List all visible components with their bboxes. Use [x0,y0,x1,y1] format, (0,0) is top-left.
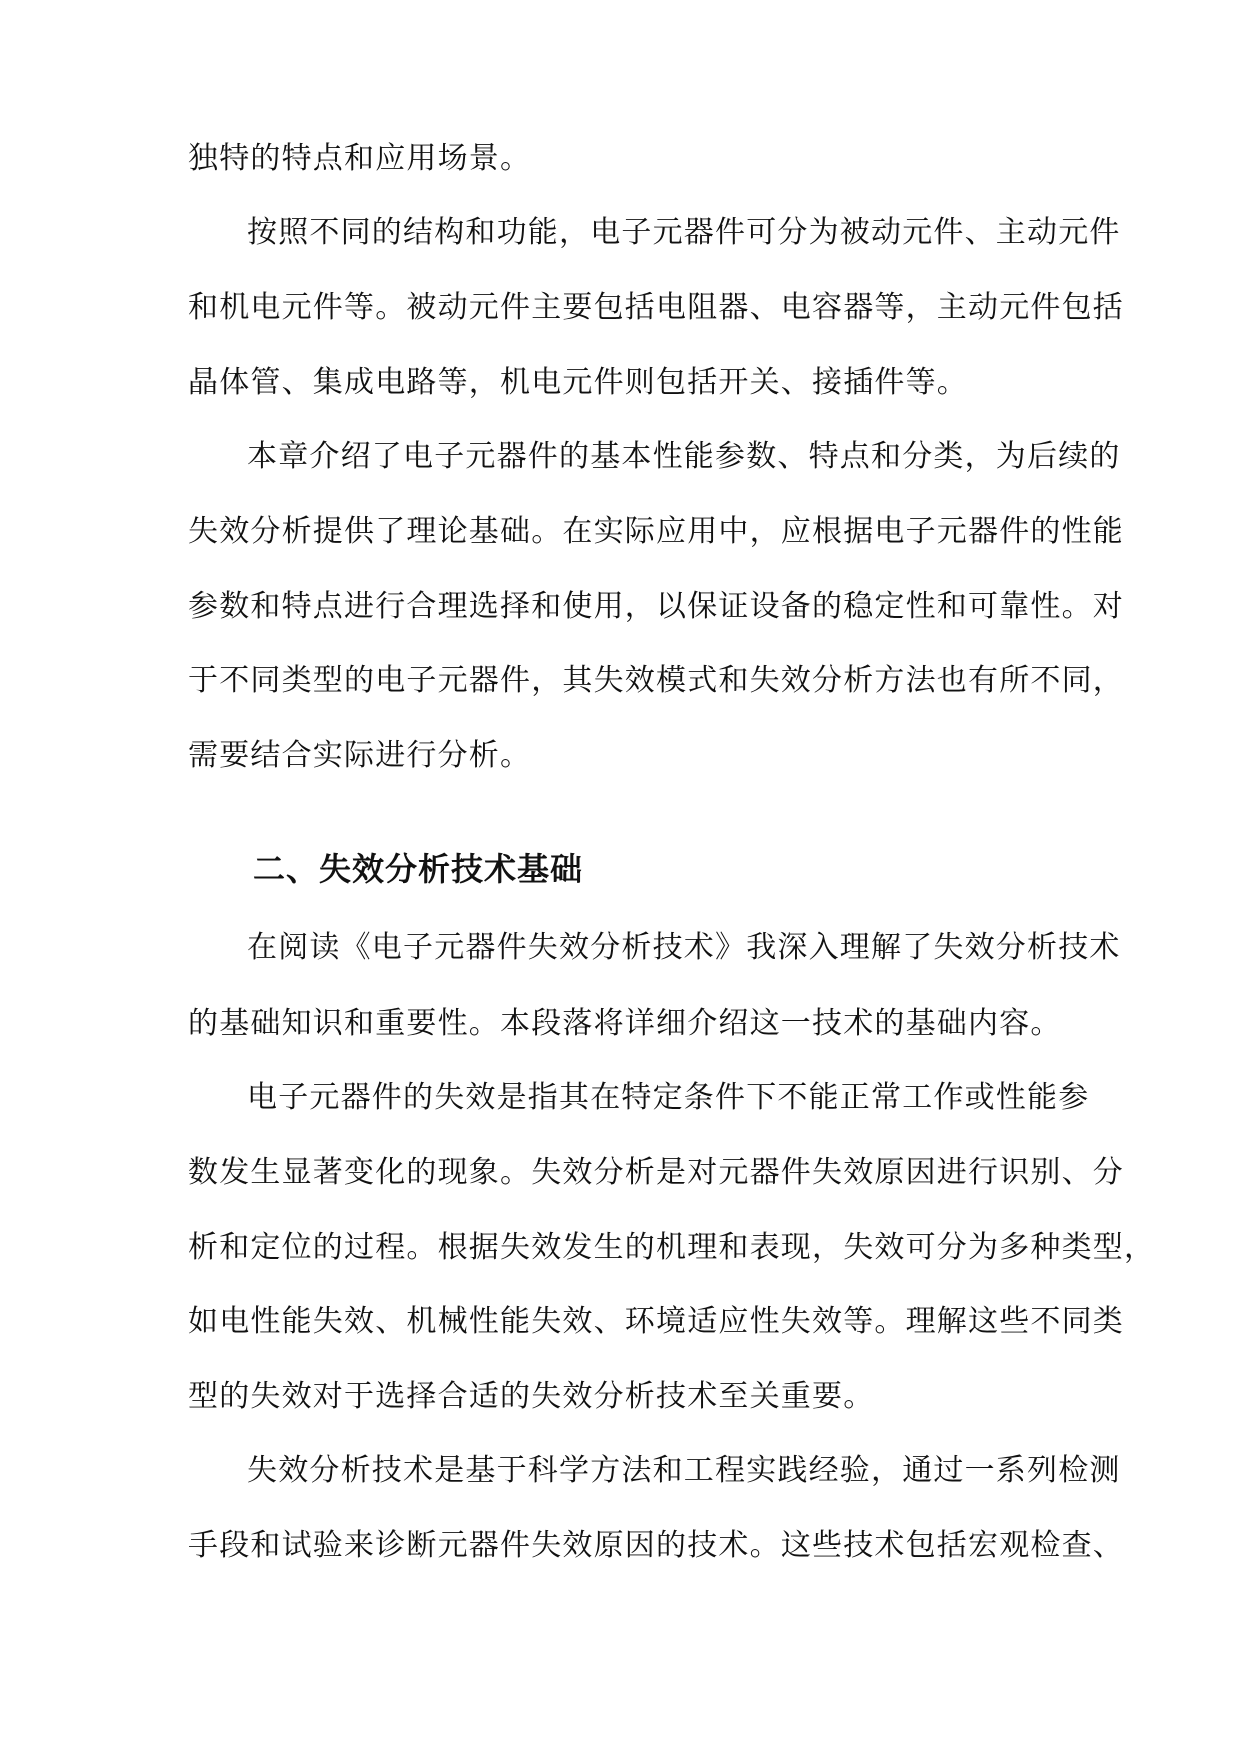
text-line: 参数和特点进行合理选择和使用，以保证设备的稳定性和可靠性。对 [188,589,1124,624]
text-line: 析和定位的过程。根据失效发生的机理和表现，失效可分为多种类型， [188,1230,1156,1265]
text-line: 型的失效对于选择合适的失效分析技术至关重要。 [188,1379,875,1414]
text-line: 数发生显著变化的现象。失效分析是对元器件失效原因进行识别、分 [188,1155,1124,1190]
text-line: 在阅读《电子元器件失效分析技术》我深入理解了失效分析技术 [247,930,1121,965]
text-line: 失效分析提供了理论基础。在实际应用中，应根据电子元器件的性能 [188,514,1124,549]
text-line: 的基础知识和重要性。本段落将详细介绍这一技术的基础内容。 [188,1006,1062,1041]
text-line: 电子元器件的失效是指其在特定条件下不能正常工作或性能参 [247,1080,1090,1115]
text-line: 手段和试验来诊断元器件失效原因的技术。这些技术包括宏观检查、 [188,1528,1124,1563]
text-line: 本章介绍了电子元器件的基本性能参数、特点和分类，为后续的 [247,439,1121,474]
section-heading: 二、失效分析技术基础 [253,850,584,888]
text-line: 失效分析技术是基于科学方法和工程实践经验，通过一系列检测 [247,1453,1121,1488]
text-line: 需要结合实际进行分析。 [188,738,532,773]
text-line: 如电性能失效、机械性能失效、环境适应性失效等。理解这些不同类 [188,1304,1124,1339]
text-line: 按照不同的结构和功能，电子元器件可分为被动元件、主动元件 [247,215,1121,250]
text-line: 于不同类型的电子元器件，其失效模式和失效分析方法也有所不同， [188,663,1124,698]
text-line: 和机电元件等。被动元件主要包括电阻器、电容器等，主动元件包括 [188,290,1124,325]
text-line: 晶体管、集成电路等，机电元件则包括开关、接插件等。 [188,365,968,400]
text-line: 独特的特点和应用场景。 [188,141,532,176]
